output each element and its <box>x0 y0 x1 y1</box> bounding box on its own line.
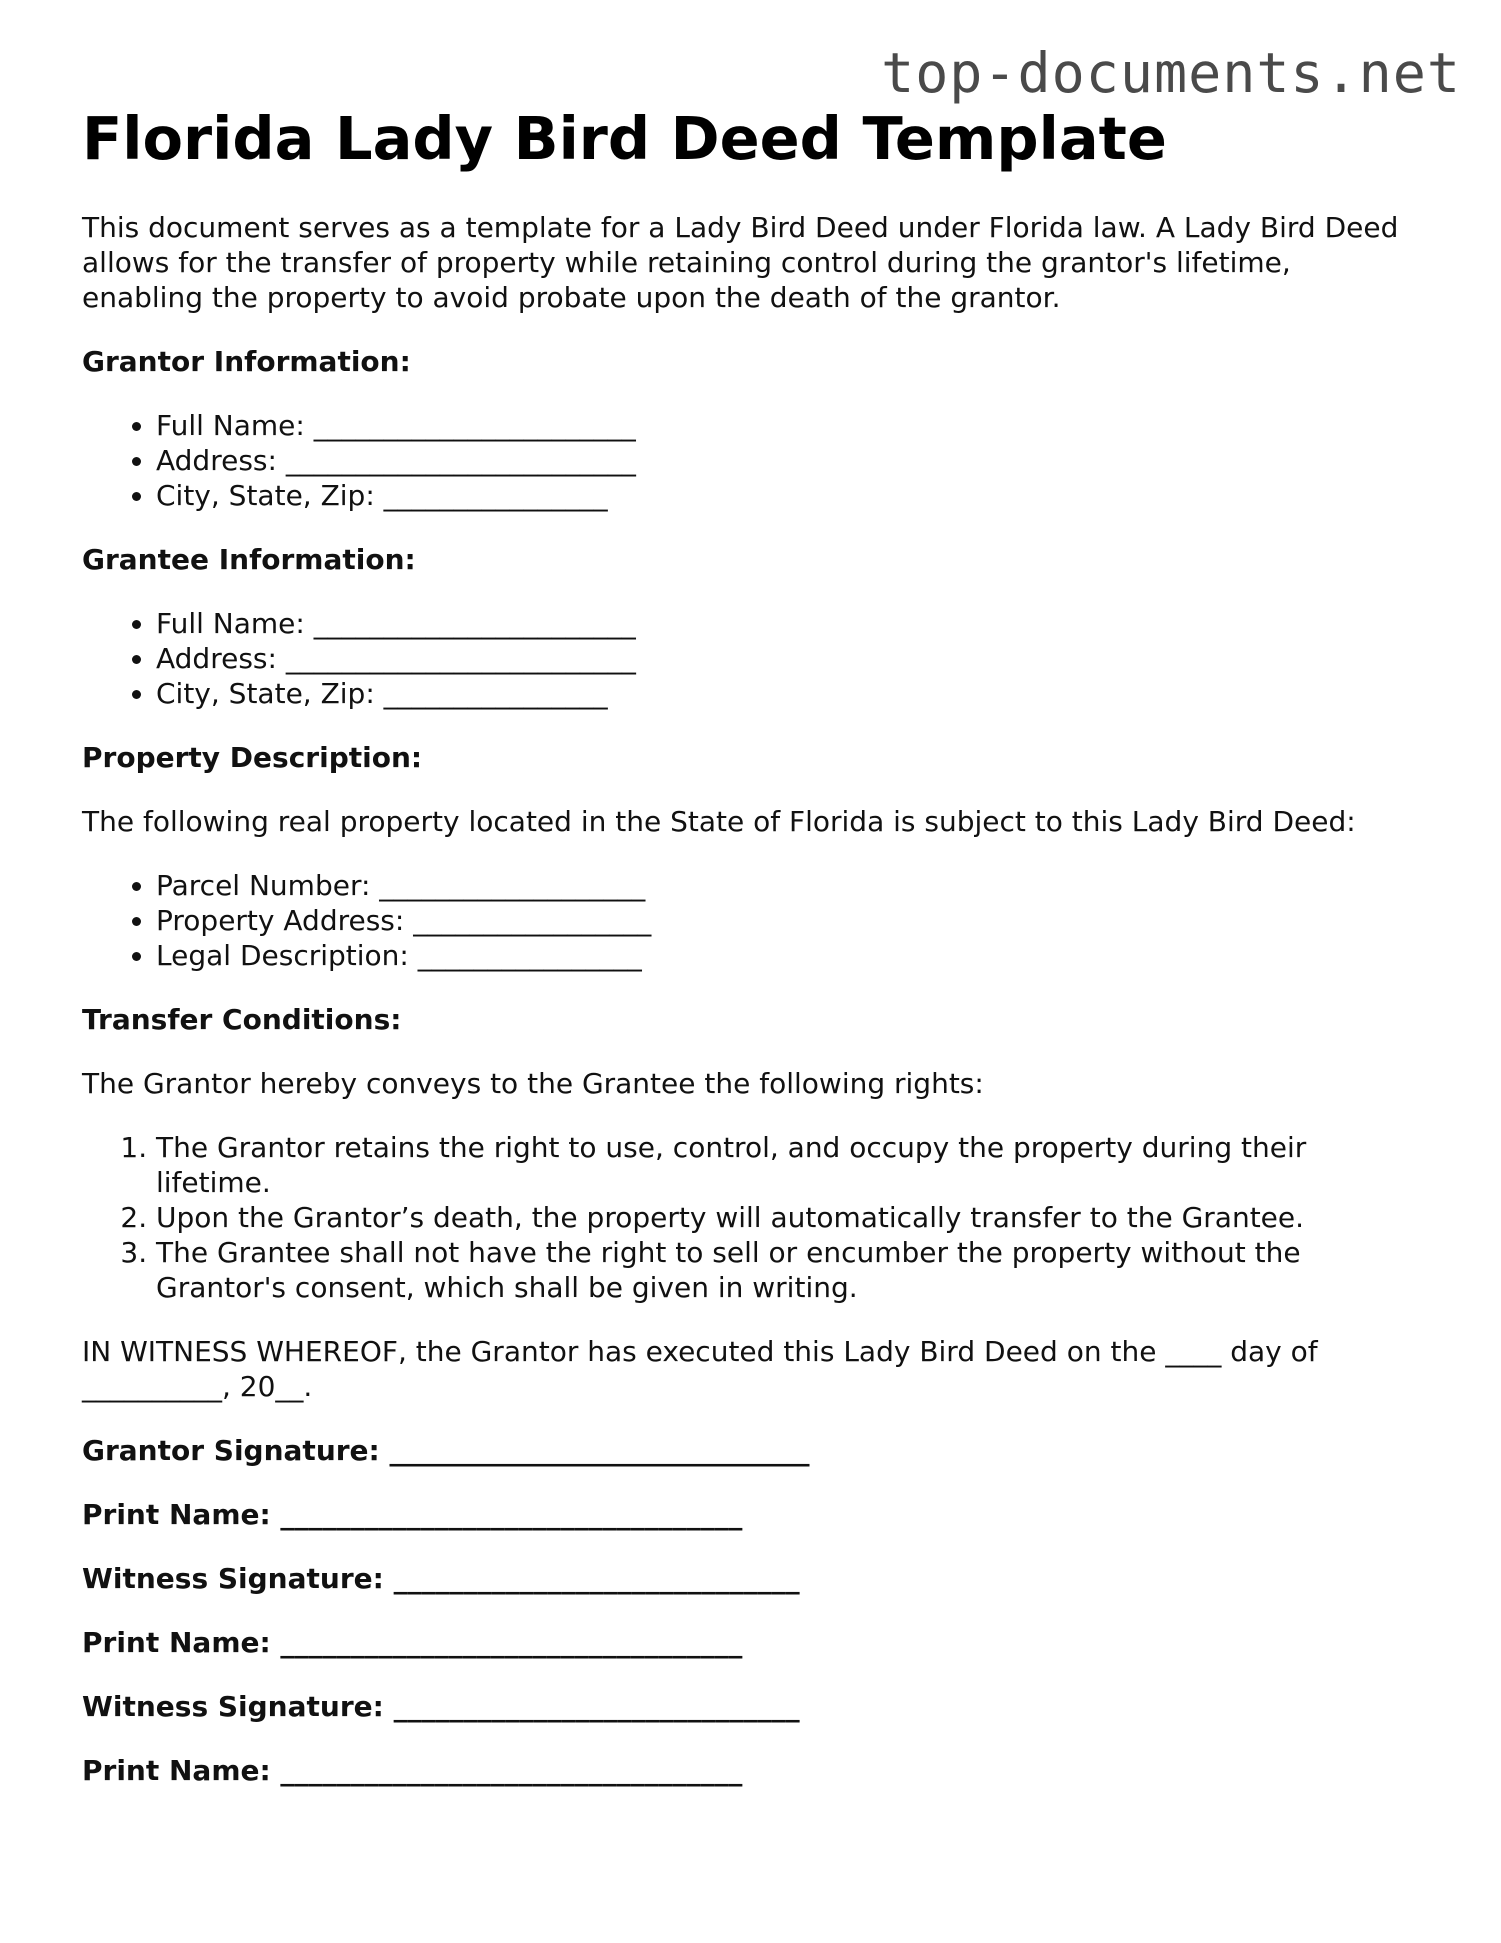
grantor-address-field: • Address: _________________________ <box>156 443 1422 478</box>
transfer-heading: Transfer Conditions: <box>82 1002 402 1036</box>
grantor-signature-line: Grantor Signature: ______________________________ <box>82 1433 810 1467</box>
print-name-line: Print Name: _________________________________ <box>82 1753 743 1787</box>
property-text: The following real property located in the State of Florida is subject to this Lady Bird Deed: <box>82 804 1356 838</box>
grantee-heading: Grantee Information: <box>82 542 416 576</box>
print-name-line: Print Name: _________________________________ <box>82 1625 743 1659</box>
parcel-number-field: • Parcel Number: ___________________ <box>156 868 1422 903</box>
grantee-full-name-field: • Full Name: _______________________ <box>156 606 1422 641</box>
grantor-full-name-field: • Full Name: _______________________ <box>156 408 1422 443</box>
intro-paragraph: This document serves as a template for a Lady Bird Deed under Florida law. A Lady Bird Deed allows for the transfer of property while retaining control during the grantor's lifetime, enabling the property to avoid probate upon the death of the grantor. <box>82 210 1399 314</box>
document-title: Florida Lady Bird Deed Template <box>82 104 1167 173</box>
grantor-city-state-zip-field: • City, State, Zip: ________________ <box>156 478 1422 513</box>
grantee-address-field: • Address: _________________________ <box>156 641 1422 676</box>
witness-signature-line: Witness Signature: _____________________________ <box>82 1561 800 1595</box>
grantee-fields-list <box>82 606 1422 711</box>
grantee-city-state-zip-field: • City, State, Zip: ________________ <box>156 676 1422 711</box>
transfer-condition-item: 3. The Grantee shall not have the right to sell or encumber the property without the Grantor's consent, which shall be given in writing. <box>156 1235 1422 1305</box>
legal-description-field: • Legal Description: ________________ <box>156 938 1422 973</box>
witness-signature-line: Witness Signature: _____________________________ <box>82 1689 800 1723</box>
transfer-condition-item: 2. Upon the Grantor’s death, the property will automatically transfer to the Grantee. <box>156 1200 1422 1235</box>
watermark-logo: top-documents.net <box>881 41 1461 105</box>
property-heading: Property Description: <box>82 740 423 774</box>
document-body <box>82 104 1422 1788</box>
property-address-field: • Property Address: _________________ <box>156 903 1422 938</box>
property-fields-list <box>82 868 1422 973</box>
grantor-heading: Grantor Information: <box>82 344 411 378</box>
grantor-fields-list <box>82 408 1422 513</box>
transfer-text: The Grantor hereby conveys to the Grantee the following rights: <box>82 1066 984 1100</box>
print-name-line: Print Name: _________________________________ <box>82 1497 743 1531</box>
transfer-condition-item: 1. The Grantor retains the right to use, control, and occupy the property during their lifetime. <box>156 1130 1422 1200</box>
transfer-conditions-list <box>82 1130 1422 1305</box>
witness-clause: IN WITNESS WHEREOF, the Grantor has executed this Lady Bird Deed on the ____ day of __________, 20__. <box>82 1334 1318 1403</box>
